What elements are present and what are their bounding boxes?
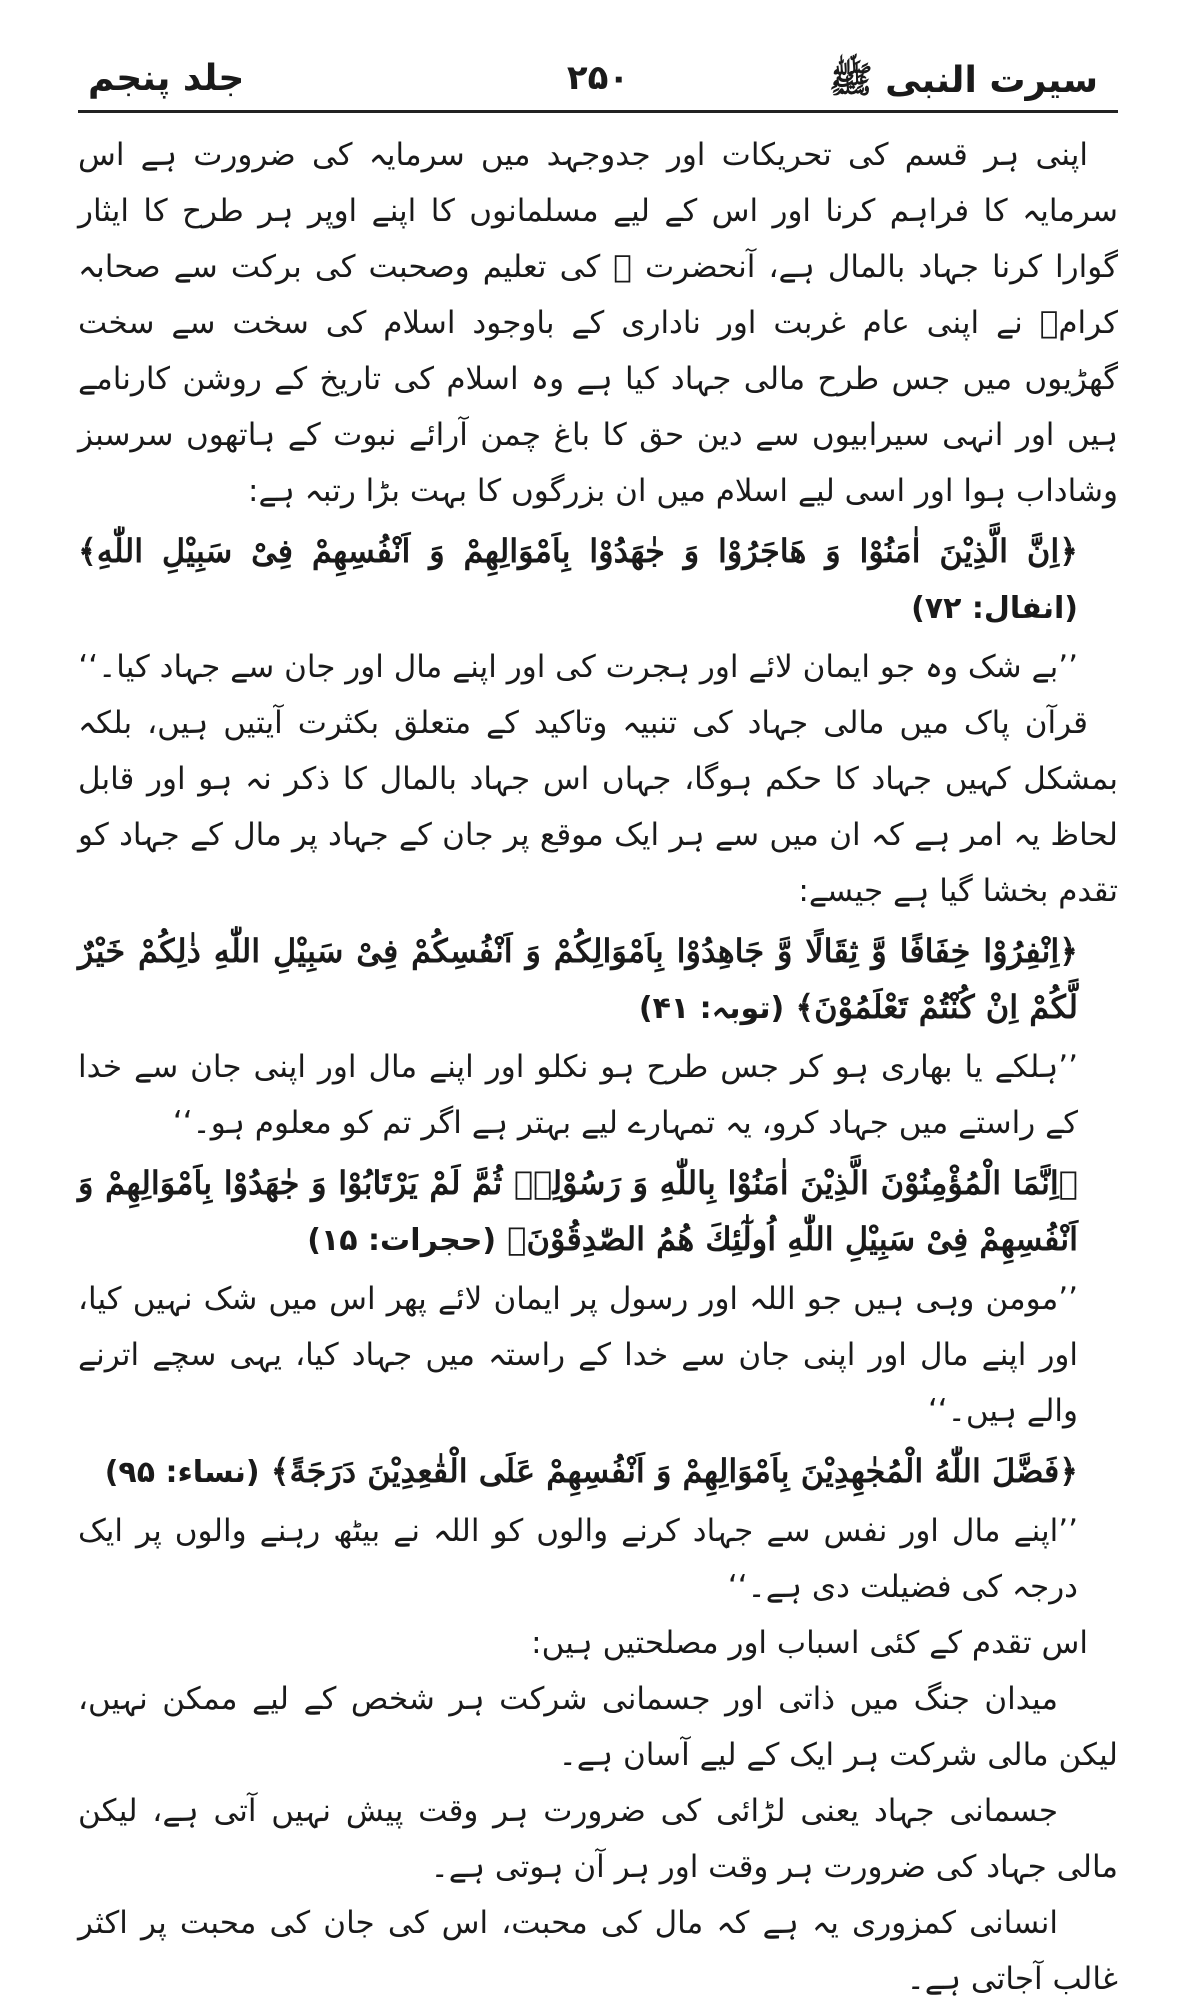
verse-translation-tauba: ’’ہلکے یا بھاری ہو کر جس طرح ہو نکلو اور اپنے مال اور اپنی جان سے خدا کے راستے میں جہاد کرو، یہ تمہارے لیے بہتر ہے اگر تم کو معلوم ہو۔‘‘ bbox=[78, 1049, 1078, 1141]
verse-reference: (انفال: ۷۲) bbox=[911, 591, 1078, 626]
paragraph-reason-2: جسمانی جہاد یعنی لڑائی کی ضرورت ہر وقت پیش نہیں آتی ہے، لیکن مالی جہاد کی ضرورت ہر وقت اور ہر آن ہوتی ہے۔ bbox=[78, 1793, 1118, 1885]
quran-verse-hujurat bbox=[78, 1155, 1118, 1269]
paragraph-intro: اپنی ہر قسم کی تحریکات اور جدوجہد میں سرمایہ کی ضرورت ہے اس سرمایہ کا فراہم کرنا اور اس کے لیے مسلمانوں کا اپنے اوپر ہر طرح کا ایثار گوارا کرنا جہاد بالمال ہے، آنحضرت ﷺ کی تعلیم وصحبت کی برکت سے صحابہ کرامؓ نے اپنی عام غربت اور ناداری کے باوجود اسلام کی سخت سے سخت گھڑیوں میں جس طرح مالی جہاد کیا ہے وہ اسلام کی تاریخ کے روشن کارنامے ہیں اور انہی سیرابیوں سے دین حق کا باغ چمن آرائے نبوت کے ہاتھوں سرسبز وشاداب ہوا اور اسی لیے اسلام میں ان بزرگوں کا بہت بڑا رتبہ ہے: bbox=[78, 137, 1118, 509]
quran-verse-anfal bbox=[78, 523, 1118, 637]
page-header bbox=[78, 40, 1118, 113]
page-number: ۲۵۰ bbox=[566, 58, 630, 98]
quran-verse-nisa bbox=[78, 1443, 1118, 1501]
paragraph-reason-1: میدان جنگ میں ذاتی اور جسمانی شرکت ہر شخص کے لیے ممکن نہیں، لیکن مالی شرکت ہر ایک کے لیے آسان ہے۔ bbox=[78, 1681, 1118, 1773]
verse-reference: (توبہ: ۴۱) bbox=[638, 991, 785, 1026]
verse-translation-hujurat: ’’مومن وہی ہیں جو اللہ اور رسول پر ایمان لائے پھر اس میں شک نہیں کیا، اور اپنے مال اور اپنی جان سے خدا کے راستہ میں جہاد کیا، یہی سچے اترنے والے ہیں۔‘‘ bbox=[78, 1281, 1078, 1429]
verse-text: ﴿اِنَّ الَّذِیْنَ اٰمَنُوْا وَ هَاجَرُوْا وَ جٰهَدُوْا بِاَمْوَالِهِمْ وَ اَنْفُسِهِمْ فِیْ سَبِیْلِ اللّٰهِ﴾ bbox=[78, 532, 1078, 570]
verse-text: ﴿فَضَّلَ اللّٰهُ الْمُجٰهِدِیْنَ بِاَمْوَالِهِمْ وَ اَنْفُسِهِمْ عَلَى الْقٰعِدِیْنَ دَرَجَةً﴾ bbox=[270, 1452, 1078, 1490]
paragraph-quran-emphasis: قرآن پاک میں مالی جہاد کی تنبیہ وتاکید کے متعلق بکثرت آیتیں ہیں، بلکہ بمشکل کہیں جہاد کا حکم ہوگا، جہاں اس جہاد بالمال کا ذکر نہ ہو اور قابل لحاظ یہ امر ہے کہ ان میں سے ہر ایک موقع پر جان کے جہاد پر مال کے جہاد کو تقدم بخشا گیا ہے جیسے: bbox=[78, 705, 1118, 909]
verse-translation-anfal: ’’بے شک وہ جو ایمان لائے اور ہجرت کی اور اپنے مال اور جان سے جہاد کیا۔‘‘ bbox=[78, 649, 1078, 685]
paragraph-reasons-intro: اس تقدم کے کئی اسباب اور مصلحتیں ہیں: bbox=[531, 1625, 1088, 1661]
verse-reference: (حجرات: ۱۵) bbox=[307, 1223, 497, 1258]
quran-verse-tauba bbox=[78, 923, 1118, 1037]
verse-text: ﴿اِنَّمَا الْمُؤْمِنُوْنَ الَّذِیْنَ اٰمَنُوْا بِاللّٰهِ وَ رَسُوْلِهٖ ثُمَّ لَمْ یَرْتَابُوْا وَ جٰهَدُوْا بِاَمْوَالِهِمْ وَ اَنْفُسِهِمْ فِیْ سَبِیْلِ اللّٰهِ اُولٰٓئِكَ هُمُ الصّٰدِقُوْنَ﴾ bbox=[78, 1164, 1079, 1258]
paragraph-reason-3: انسانی کمزوری یہ ہے کہ مال کی محبت، اس کی جان کی محبت پر اکثر غالب آجاتی ہے۔ bbox=[78, 1905, 1118, 1997]
verse-text: ﴿اِنْفِرُوْا خِفَافًا وَّ ثِقَالًا وَّ جَاهِدُوْا بِاَمْوَالِكُمْ وَ اَنْفُسِكُمْ فِیْ سَبِیْلِ اللّٰهِ ذٰلِكُمْ خَیْرٌ لَّكُمْ اِنْ كُنْتُمْ تَعْلَمُوْنَ﴾ bbox=[78, 932, 1079, 1026]
book-title: سیرت النبی ﷺ bbox=[829, 60, 1098, 101]
verse-reference: (نساء: ۹۵) bbox=[104, 1455, 260, 1490]
page-body bbox=[78, 113, 1118, 2007]
volume-label: جلد پنجم bbox=[88, 58, 245, 99]
verse-translation-nisa: ’’اپنے مال اور نفس سے جہاد کرنے والوں کو اللہ نے بیٹھ رہنے والوں پر ایک درجہ کی فضیلت دی ہے۔‘‘ bbox=[78, 1513, 1078, 1605]
book-page bbox=[78, 40, 1118, 1997]
